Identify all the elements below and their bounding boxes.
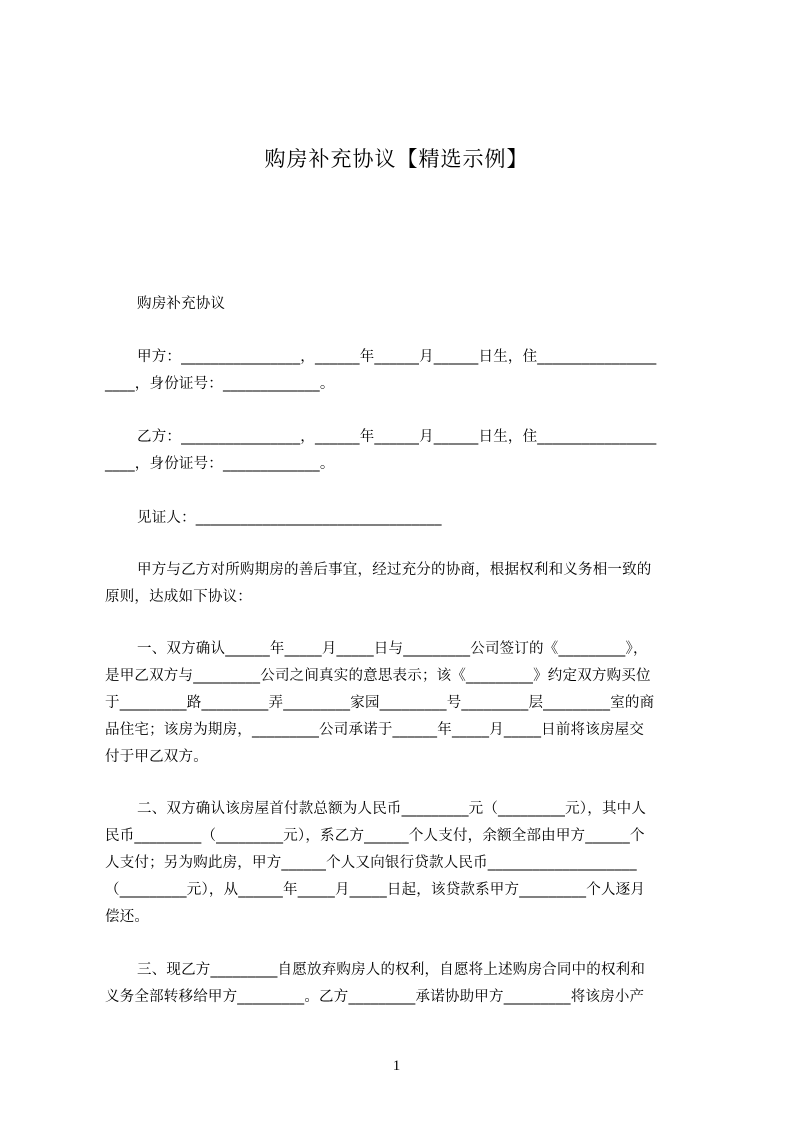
subtitle: 购房补充协议: [137, 296, 226, 312]
clause1-line1: 一、双方确认______年_____月_____日与_________公司签订的《_________》，: [137, 641, 648, 657]
clause1-line3: 于_________路_________弄_________家园_________号_________层_________室的商: [105, 695, 655, 711]
party-b-line1: 乙方：________________，______年______月______日生，住________________: [137, 429, 657, 445]
clause1-line4: 品住宅；该房为期房，_________公司承诺于______年_____月_____日前将该房屋交: [105, 722, 645, 738]
page-number: 1: [392, 1058, 401, 1074]
party-b-line2: ____，身份证号：_____________。: [105, 456, 335, 472]
clause2-line4: （_________元），从______年_____月_____日起，该贷款系甲方_________个人逐月: [105, 882, 646, 898]
clause1-line5: 付于甲乙双方。: [105, 749, 208, 765]
clause2-line2: 民币_________（_________元），系乙方______个人支付，余额全部由甲方______个: [105, 828, 645, 844]
clause1-line2: 是甲乙双方与_________公司之间真实的意思表示；该《_________》约定双方购买位: [105, 668, 651, 684]
party-a-line1: 甲方：________________，______年______月______日生，住________________: [137, 349, 657, 365]
clause2-line3: 人支付；另为购此房，甲方______个人又向银行贷款人民币____________________: [105, 855, 637, 871]
party-a-line2: ____，身份证号：_____________。: [105, 376, 335, 392]
clause2-line5: 偿还。: [105, 909, 150, 925]
clause3-line2: 义务全部转移给甲方_________。乙方_________承诺协助甲方_________将该房小产: [105, 989, 645, 1005]
clause3-line1: 三、现乙方_________自愿放弃购房人的权利，自愿将上述购房合同中的权利和: [137, 962, 646, 978]
intro-line2: 原则，达成如下协议：: [105, 589, 252, 605]
clause2-line1: 二、双方确认该房屋首付款总额为人民币_________元（_________元），其中人: [137, 801, 647, 817]
document-title: 购房补充协议【精选示例】: [264, 147, 529, 171]
intro-line1: 甲方与乙方对所购期房的善后事宜，经过充分的协商，根据权利和义务相一致的: [137, 562, 652, 578]
witness-line: 见证人：_________________________________: [137, 510, 442, 526]
